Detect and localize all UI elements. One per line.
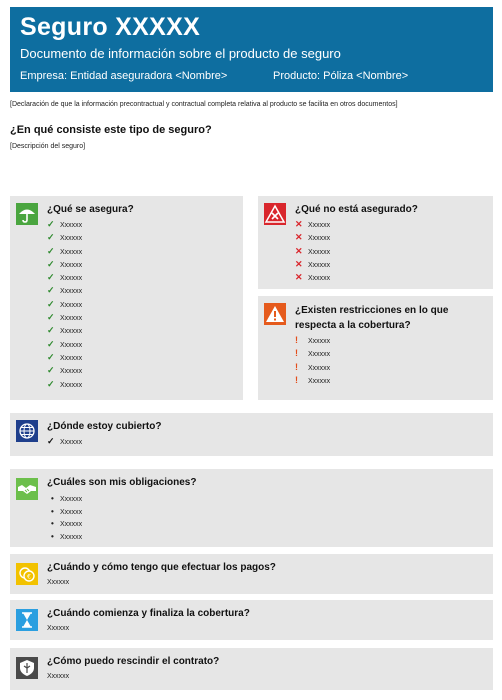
- list-item: ✓ Xxxxxx: [47, 378, 82, 391]
- list-item: • Xxxxxx: [51, 506, 82, 519]
- list-item: ✓ Xxxxxx: [47, 298, 82, 311]
- payments-text: Xxxxxx: [47, 579, 70, 586]
- list-item: ! Xxxxxx: [295, 334, 330, 347]
- globe-icon: [16, 420, 38, 442]
- cross-icon: ✕: [295, 232, 303, 243]
- restrictions-heading-line1: ¿Existen restricciones en lo que: [295, 305, 449, 316]
- exclamation-icon: !: [295, 374, 298, 385]
- list-item: ✓ Xxxxxx: [47, 231, 82, 244]
- check-icon: ✓: [47, 312, 55, 323]
- list-item: ✓ Xxxxxx: [47, 338, 82, 351]
- check-icon: ✓: [47, 219, 55, 229]
- check-icon: ✓: [47, 232, 55, 243]
- cancel-heading: ¿Cómo puedo rescindir el contrato?: [47, 656, 220, 667]
- list-item: ✓ Xxxxxx: [47, 218, 82, 231]
- insured-heading: ¿Qué se asegura?: [47, 204, 134, 215]
- restrictions-heading: [295, 303, 448, 333]
- payments-section: [10, 554, 493, 594]
- list-item: ✓ Xxxxxx: [47, 324, 82, 337]
- check-icon: ✓: [47, 325, 55, 336]
- coverage-period-text: Xxxxxx: [47, 625, 70, 632]
- list-item: ✓ Xxxxxx: [47, 351, 82, 364]
- document-title: Seguro XXXXX: [20, 13, 201, 41]
- list-item: • Xxxxxx: [51, 531, 82, 544]
- company-label: Empresa: Entidad aseguradora <Nombre>: [20, 70, 228, 82]
- bullet-icon: •: [51, 506, 54, 516]
- restrictions-list: [295, 334, 330, 387]
- obligations-list: [51, 493, 82, 543]
- list-item: ✓ Xxxxxx: [47, 245, 82, 258]
- check-icon: ✓: [47, 378, 55, 389]
- payments-heading: ¿Cuándo y cómo tengo que efectuar los pagos?: [47, 562, 276, 573]
- list-item: • Xxxxxx: [51, 493, 82, 506]
- not-insured-list: [295, 218, 330, 284]
- document-subtitle: Documento de información sobre el producto de seguro: [20, 46, 341, 61]
- where-heading: ¿Dónde estoy cubierto?: [47, 421, 162, 432]
- restrictions-section: [258, 296, 493, 400]
- list-item: ! Xxxxxx: [295, 374, 330, 387]
- list-item: ✓ Xxxxxx: [47, 284, 82, 297]
- declaration-text: [Declaración de que la información precontractual y contractual completa relativa al producto se facilita en otros documentos]: [10, 101, 398, 108]
- bullet-icon: •: [51, 494, 54, 503]
- cross-icon: ✕: [295, 272, 303, 283]
- umbrella-icon: [16, 203, 38, 225]
- cross-icon: ✕: [295, 219, 303, 229]
- coins-icon: [16, 563, 38, 585]
- cancel-section: [10, 648, 493, 690]
- document-header: [10, 7, 493, 92]
- not-insured-section: [258, 196, 493, 289]
- list-item: ! Xxxxxx: [295, 347, 330, 360]
- warning-icon: [264, 303, 286, 325]
- restrictions-heading-line2: respecta a la cobertura?: [295, 320, 411, 331]
- check-icon: ✓: [47, 258, 55, 269]
- list-item: ✕ Xxxxxx: [295, 245, 330, 258]
- exclamation-icon: !: [295, 361, 298, 372]
- check-icon: ✓: [47, 272, 55, 283]
- list-item: ! Xxxxxx: [295, 361, 330, 374]
- list-item: ✕ Xxxxxx: [295, 258, 330, 271]
- obligations-section: [10, 469, 493, 547]
- main-question-heading: ¿En qué consiste este tipo de seguro?: [10, 124, 212, 136]
- bullet-icon: •: [51, 519, 54, 528]
- list-item: ✕ Xxxxxx: [295, 231, 330, 244]
- cross-icon: ✕: [295, 258, 303, 269]
- list-item: ✕ Xxxxxx: [295, 218, 330, 231]
- coverage-period-section: [10, 600, 493, 640]
- not-insured-heading: ¿Qué no está asegurado?: [295, 204, 418, 215]
- check-icon: ✓: [47, 365, 55, 376]
- list-item: ✕ Xxxxxx: [295, 271, 330, 284]
- insured-list: [47, 218, 82, 391]
- check-icon: ✓: [47, 338, 55, 349]
- shield-icon: [16, 657, 38, 679]
- check-icon: ✓: [47, 298, 55, 309]
- product-label: Producto: Póliza <Nombre>: [273, 70, 409, 82]
- svg-text:€: €: [27, 573, 31, 581]
- list-item: ✓ Xxxxxx: [47, 364, 82, 377]
- where-list: [47, 435, 82, 448]
- insurance-description: [Descripción del seguro]: [10, 143, 86, 150]
- bullet-icon: •: [51, 531, 54, 541]
- check-icon: ✓: [47, 351, 55, 362]
- list-item: ✓ Xxxxxx: [47, 311, 82, 324]
- handshake-icon: [16, 478, 38, 500]
- obligations-heading: ¿Cuáles son mis obligaciones?: [47, 477, 197, 488]
- list-item: ✓ Xxxxxx: [47, 258, 82, 271]
- check-icon: ✓: [47, 245, 55, 256]
- list-item: • Xxxxxx: [51, 518, 82, 531]
- cross-icon: ✕: [295, 245, 303, 256]
- list-item: ✓ Xxxxxx: [47, 271, 82, 284]
- check-icon: ✓: [47, 285, 55, 296]
- insured-section: [10, 196, 243, 400]
- warning-cross-icon: [264, 203, 286, 225]
- list-item: ✓ Xxxxxx: [47, 435, 82, 448]
- cancel-text: Xxxxxx: [47, 673, 70, 680]
- hourglass-icon: [16, 609, 38, 631]
- exclamation-icon: !: [295, 348, 298, 359]
- exclamation-icon: !: [295, 335, 298, 345]
- coverage-period-heading: ¿Cuándo comienza y finaliza la cobertura?: [47, 608, 250, 619]
- where-section: [10, 413, 493, 456]
- check-icon: ✓: [47, 436, 55, 446]
